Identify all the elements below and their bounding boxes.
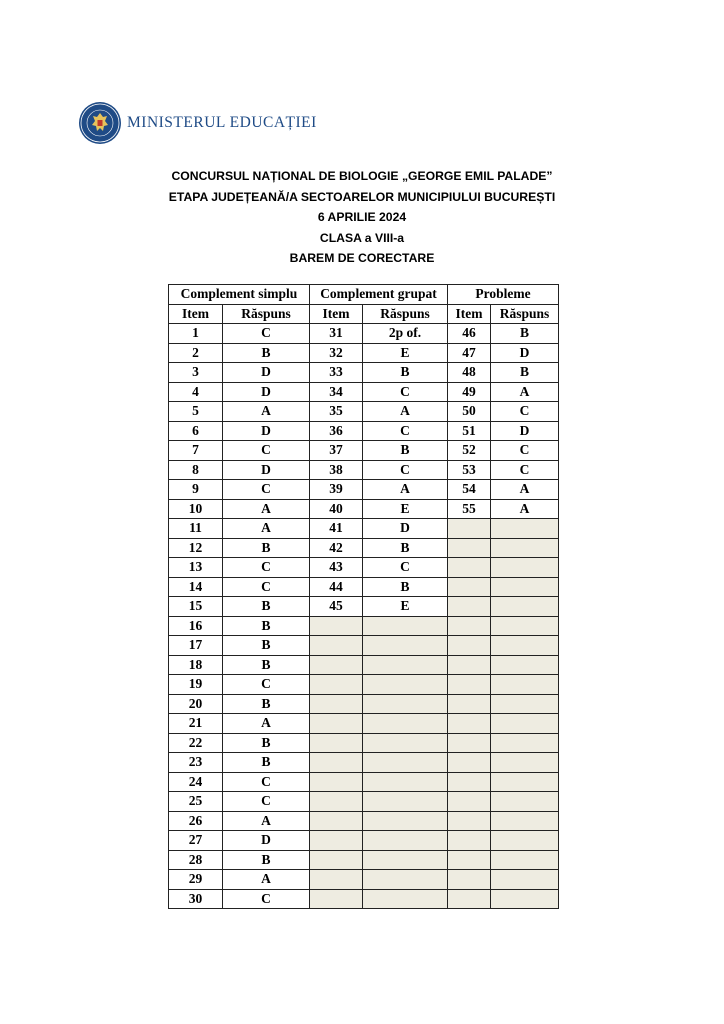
table-row: [169, 577, 559, 597]
empty-cell: [448, 733, 491, 753]
table-row: [169, 558, 559, 578]
answer-cell: C: [223, 480, 310, 500]
empty-cell: [310, 753, 363, 773]
coat-of-arms-seal: [79, 102, 121, 144]
answer-cell: D: [223, 363, 310, 383]
table-row: [169, 772, 559, 792]
item-number: 3: [169, 363, 223, 383]
item-number: 26: [169, 811, 223, 831]
empty-cell: [448, 831, 491, 851]
table-row: [169, 499, 559, 519]
table-row: [169, 733, 559, 753]
empty-cell: [448, 519, 491, 539]
item-number: 19: [169, 675, 223, 695]
empty-cell: [491, 772, 559, 792]
col-answer: Răspuns: [363, 304, 448, 324]
table-row: [169, 831, 559, 851]
table-row: [169, 343, 559, 363]
item-number: 52: [448, 441, 491, 461]
answer-cell: A: [491, 499, 559, 519]
answer-cell: D: [223, 382, 310, 402]
item-number: 4: [169, 382, 223, 402]
answer-cell: A: [223, 870, 310, 890]
table-row: [169, 538, 559, 558]
answer-cell: D: [491, 421, 559, 441]
item-number: 17: [169, 636, 223, 656]
answer-key-table: [168, 284, 559, 909]
item-number: 18: [169, 655, 223, 675]
empty-cell: [448, 753, 491, 773]
answer-rows: [169, 324, 559, 909]
answer-cell: B: [223, 655, 310, 675]
col-item: Item: [310, 304, 363, 324]
group-complement-simplu: Complement simplu: [169, 285, 310, 305]
title-class: CLASA a VIII-a: [319, 230, 405, 245]
table-row: [169, 694, 559, 714]
empty-cell: [310, 850, 363, 870]
item-number: 11: [169, 519, 223, 539]
answer-cell: 2p of.: [363, 324, 448, 344]
empty-cell: [310, 811, 363, 831]
answer-cell: A: [491, 382, 559, 402]
answer-cell: B: [223, 538, 310, 558]
empty-cell: [310, 870, 363, 890]
answer-cell: C: [223, 577, 310, 597]
answer-cell: D: [223, 421, 310, 441]
answer-cell: D: [223, 460, 310, 480]
empty-cell: [363, 616, 448, 636]
empty-cell: [363, 655, 448, 675]
answer-cell: B: [223, 753, 310, 773]
empty-cell: [363, 889, 448, 909]
answer-cell: A: [223, 402, 310, 422]
answer-cell: B: [363, 538, 448, 558]
item-number: 54: [448, 480, 491, 500]
empty-cell: [491, 870, 559, 890]
empty-cell: [448, 577, 491, 597]
empty-cell: [310, 772, 363, 792]
empty-cell: [310, 694, 363, 714]
empty-cell: [363, 694, 448, 714]
empty-cell: [310, 792, 363, 812]
item-number: 45: [310, 597, 363, 617]
answer-cell: E: [363, 343, 448, 363]
title-stage: ETAPA JUDEȚEANĂ/A SECTOARELOR MUNICIPIULUI BUCUREȘTI: [168, 189, 556, 204]
table-row: [169, 382, 559, 402]
answer-cell: C: [363, 558, 448, 578]
table-row: [169, 597, 559, 617]
empty-cell: [310, 675, 363, 695]
answer-cell: E: [363, 597, 448, 617]
table-row: [169, 402, 559, 422]
empty-cell: [491, 889, 559, 909]
answer-cell: B: [363, 441, 448, 461]
item-number: 33: [310, 363, 363, 383]
item-number: 40: [310, 499, 363, 519]
table-row: [169, 480, 559, 500]
item-number: 50: [448, 402, 491, 422]
answer-cell: B: [223, 597, 310, 617]
empty-cell: [363, 870, 448, 890]
document-titles: [0, 166, 724, 269]
table-row: [169, 519, 559, 539]
item-number: 48: [448, 363, 491, 383]
empty-cell: [448, 811, 491, 831]
item-number: 32: [310, 343, 363, 363]
answer-cell: C: [223, 558, 310, 578]
empty-cell: [491, 694, 559, 714]
empty-cell: [491, 733, 559, 753]
col-answer: Răspuns: [223, 304, 310, 324]
empty-cell: [310, 733, 363, 753]
answer-cell: B: [363, 577, 448, 597]
answer-cell: C: [491, 441, 559, 461]
answer-cell: C: [491, 402, 559, 422]
empty-cell: [491, 616, 559, 636]
answer-cell: C: [223, 889, 310, 909]
empty-cell: [448, 636, 491, 656]
item-number: 35: [310, 402, 363, 422]
empty-cell: [448, 655, 491, 675]
empty-cell: [491, 519, 559, 539]
answer-cell: B: [223, 636, 310, 656]
item-number: 20: [169, 694, 223, 714]
item-number: 23: [169, 753, 223, 773]
item-number: 24: [169, 772, 223, 792]
item-number: 46: [448, 324, 491, 344]
empty-cell: [491, 597, 559, 617]
answer-cell: B: [223, 850, 310, 870]
item-number: 16: [169, 616, 223, 636]
answer-cell: A: [363, 480, 448, 500]
empty-cell: [448, 616, 491, 636]
item-number: 28: [169, 850, 223, 870]
item-number: 27: [169, 831, 223, 851]
empty-cell: [448, 870, 491, 890]
empty-cell: [363, 733, 448, 753]
item-number: 36: [310, 421, 363, 441]
empty-cell: [448, 850, 491, 870]
empty-cell: [310, 714, 363, 734]
empty-cell: [363, 753, 448, 773]
answer-cell: D: [363, 519, 448, 539]
empty-cell: [448, 558, 491, 578]
col-item: Item: [448, 304, 491, 324]
table-row: [169, 441, 559, 461]
item-number: 38: [310, 460, 363, 480]
table-row: [169, 636, 559, 656]
empty-cell: [448, 597, 491, 617]
item-number: 10: [169, 499, 223, 519]
answer-cell: C: [363, 382, 448, 402]
empty-cell: [491, 577, 559, 597]
table-row: [169, 889, 559, 909]
answer-cell: C: [363, 421, 448, 441]
ministry-logo: [79, 102, 317, 144]
item-number: 9: [169, 480, 223, 500]
item-number: 15: [169, 597, 223, 617]
item-number: 21: [169, 714, 223, 734]
empty-cell: [310, 889, 363, 909]
answer-cell: C: [223, 324, 310, 344]
empty-cell: [448, 889, 491, 909]
answer-cell: A: [491, 480, 559, 500]
column-header-row: [169, 304, 559, 324]
empty-cell: [491, 753, 559, 773]
answer-cell: E: [363, 499, 448, 519]
answer-cell: D: [223, 831, 310, 851]
table-row: [169, 616, 559, 636]
item-number: 22: [169, 733, 223, 753]
answer-cell: B: [223, 694, 310, 714]
item-number: 14: [169, 577, 223, 597]
item-number: 8: [169, 460, 223, 480]
empty-cell: [363, 675, 448, 695]
empty-cell: [448, 792, 491, 812]
item-number: 43: [310, 558, 363, 578]
ministry-name: MINISTERUL EDUCAȚIEI: [127, 114, 317, 131]
answer-cell: C: [223, 792, 310, 812]
table-row: [169, 811, 559, 831]
group-complement-grupat: Complement grupat: [310, 285, 448, 305]
item-number: 39: [310, 480, 363, 500]
empty-cell: [491, 714, 559, 734]
table-row: [169, 850, 559, 870]
empty-cell: [448, 772, 491, 792]
answer-cell: C: [491, 460, 559, 480]
item-number: 5: [169, 402, 223, 422]
title-barem: BAREM DE CORECTARE: [289, 251, 435, 265]
empty-cell: [491, 831, 559, 851]
answer-cell: D: [491, 343, 559, 363]
group-header-row: [169, 285, 559, 305]
table-row: [169, 714, 559, 734]
item-number: 37: [310, 441, 363, 461]
item-number: 47: [448, 343, 491, 363]
table-row: [169, 460, 559, 480]
empty-cell: [363, 714, 448, 734]
table-row: [169, 421, 559, 441]
answer-cell: B: [223, 343, 310, 363]
answer-cell: B: [491, 363, 559, 383]
item-number: 30: [169, 889, 223, 909]
answer-cell: C: [223, 772, 310, 792]
item-number: 49: [448, 382, 491, 402]
answer-cell: A: [223, 519, 310, 539]
answer-cell: C: [363, 460, 448, 480]
empty-cell: [491, 811, 559, 831]
table-row: [169, 675, 559, 695]
item-number: 44: [310, 577, 363, 597]
table-row: [169, 324, 559, 344]
table-row: [169, 655, 559, 675]
item-number: 53: [448, 460, 491, 480]
table-row: [169, 870, 559, 890]
item-number: 42: [310, 538, 363, 558]
empty-cell: [363, 811, 448, 831]
item-number: 2: [169, 343, 223, 363]
empty-cell: [363, 772, 448, 792]
answer-cell: A: [223, 714, 310, 734]
item-number: 34: [310, 382, 363, 402]
item-number: 1: [169, 324, 223, 344]
empty-cell: [448, 538, 491, 558]
item-number: 12: [169, 538, 223, 558]
empty-cell: [491, 558, 559, 578]
empty-cell: [310, 616, 363, 636]
item-number: 29: [169, 870, 223, 890]
empty-cell: [491, 850, 559, 870]
answer-cell: A: [363, 402, 448, 422]
answer-cell: B: [223, 616, 310, 636]
title-date: 6 APRILIE 2024: [317, 210, 407, 224]
item-number: 41: [310, 519, 363, 539]
item-number: 13: [169, 558, 223, 578]
item-number: 25: [169, 792, 223, 812]
title-contest: CONCURSUL NAȚIONAL DE BIOLOGIE „GEORGE EMIL PALADE”: [171, 169, 553, 183]
item-number: 55: [448, 499, 491, 519]
item-number: 51: [448, 421, 491, 441]
answer-cell: B: [223, 733, 310, 753]
empty-cell: [363, 792, 448, 812]
empty-cell: [448, 714, 491, 734]
empty-cell: [491, 792, 559, 812]
empty-cell: [310, 831, 363, 851]
empty-cell: [363, 636, 448, 656]
empty-cell: [491, 675, 559, 695]
answer-cell: B: [363, 363, 448, 383]
empty-cell: [310, 636, 363, 656]
answer-cell: B: [491, 324, 559, 344]
empty-cell: [363, 850, 448, 870]
empty-cell: [448, 675, 491, 695]
empty-cell: [491, 538, 559, 558]
item-number: 6: [169, 421, 223, 441]
answer-cell: C: [223, 441, 310, 461]
group-probleme: Probleme: [448, 285, 559, 305]
item-number: 7: [169, 441, 223, 461]
answer-cell: C: [223, 675, 310, 695]
table-row: [169, 363, 559, 383]
table-row: [169, 753, 559, 773]
col-item: Item: [169, 304, 223, 324]
empty-cell: [310, 655, 363, 675]
answer-cell: A: [223, 811, 310, 831]
answer-cell: A: [223, 499, 310, 519]
empty-cell: [491, 655, 559, 675]
table-row: [169, 792, 559, 812]
item-number: 31: [310, 324, 363, 344]
col-answer: Răspuns: [491, 304, 559, 324]
empty-cell: [363, 831, 448, 851]
empty-cell: [491, 636, 559, 656]
empty-cell: [448, 694, 491, 714]
